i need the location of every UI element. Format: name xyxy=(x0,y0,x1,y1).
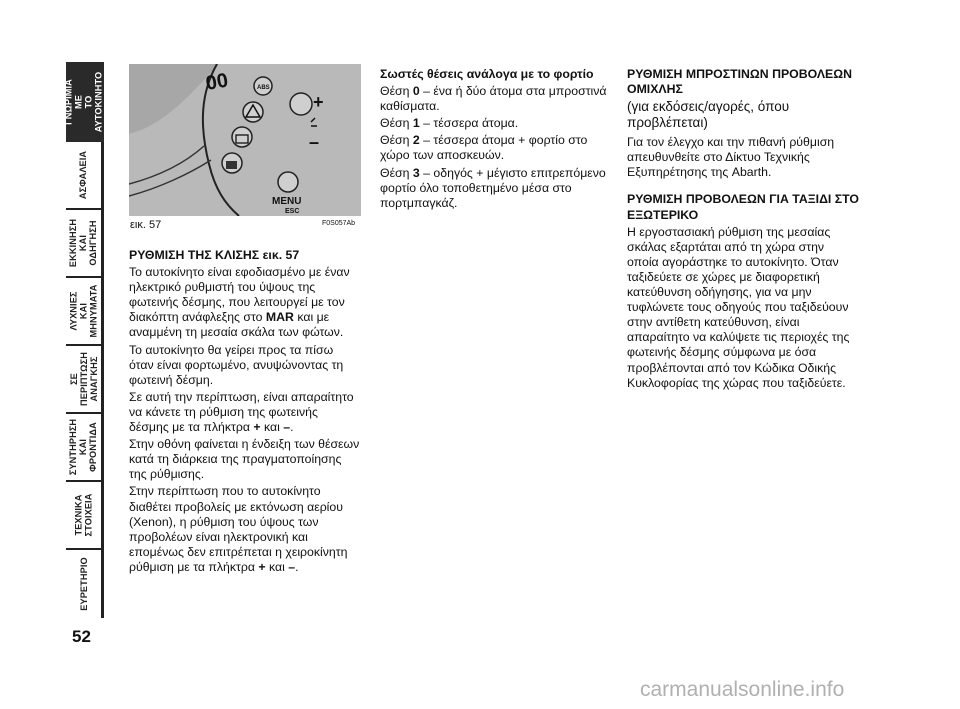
position-item: Θέση 3 – οδηγός + μέγιστο επιτρεπόμενο φορτίο όλο τοποθετημένο μέσα στο πορτμπαγκάζ. xyxy=(380,165,606,210)
tab-getting-to-know[interactable] xyxy=(63,62,104,142)
paragraph: Σε αυτή την περίπτωση, είναι απαραίτητο να κάνετε τη ρύθμιση της φωτεινής δέσμης με τα πλήκτρα + και –. xyxy=(129,389,354,435)
page-number: 52 xyxy=(72,627,91,646)
paragraph: Το αυτοκίνητο θα γείρει προς τα πίσω όταν είναι φορτωμένο, ανυψώνοντας τη φωτεινή δέσμη. xyxy=(129,342,344,387)
menu-label: MENU xyxy=(272,196,302,207)
section-heading: ΡΥΘΜΙΣΗ ΤΗΣ ΚΛΙΣΗΣ εικ. 57 xyxy=(129,248,300,262)
tab-label: ΓΝΩΡΙΜΙΑ ΜΕ ΤΟ ΑΥΤΟΚΙΝΗΤΟ xyxy=(63,71,104,133)
menu-esc-button xyxy=(278,172,298,192)
tab-label: ΤΕΧΝΙΚΑ ΣΤΟΙΧΕΙΑ xyxy=(73,493,94,537)
section-subheading: (για εκδόσεις/αγορές, όπου προβλέπεται) xyxy=(627,99,790,131)
minus-label: – xyxy=(309,132,320,152)
paragraph: Στην περίπτωση που το αυτοκίνητο διαθέτει προβολείς με εκτόνωση αερίου (Xenon), η ρύθμιση του ύψους των προβολέων είναι ηλεκτρονική και επομένως δεν επιτρέπεται η χειροκίνητη ρύθμιση με τα πλήκτρα + και –. xyxy=(129,484,348,574)
tab-maintenance[interactable] xyxy=(66,414,104,480)
esc-label: ESC xyxy=(285,208,300,215)
tab-index[interactable] xyxy=(66,550,104,618)
column-1 xyxy=(129,248,361,577)
tab-label: ΣΕ ΠΕΡΙΠΤΩΣΗ ΑΝΑΓΚΗΣ xyxy=(68,352,99,406)
watermark: carmanualsonline.info xyxy=(640,678,845,701)
tab-label: ΣΥΝΤΗΡΗΣΗ ΚΑΙ ΦΡΟΝΤΙΔΑ xyxy=(68,418,99,476)
svg-text:00: 00 xyxy=(204,69,230,95)
tab-label: ΑΣΦΑΛΕΙΑ xyxy=(78,150,89,200)
tab-label: ΕΥΡΕΤΗΡΙΟ xyxy=(78,557,89,611)
tab-lights-messages[interactable] xyxy=(66,278,104,344)
paragraph: Το αυτοκίνητο είναι εφοδιασμένο με έναν ηλεκτρικό ρυθμιστή του ύψους της φωτεινής δέσμης, που λειτουργεί με τον διακόπτη ανάφλεξης στο MAR και με αναμμένη τη μεσαία σκάλα των φώτων. xyxy=(129,265,350,340)
section-heading: Σωστές θέσεις ανάλογα με το φορτίο xyxy=(380,67,594,81)
figure-code: F0S057Ab xyxy=(322,220,356,227)
dashboard-illustration xyxy=(129,64,361,216)
position-item: Θέση 0 – ένα ή δύο άτομα στα μπροστινά καθίσματα. xyxy=(380,84,607,114)
tab-emergency[interactable] xyxy=(66,346,104,412)
tab-label: ΛΥΧΝΙΕΣ ΚΑΙ ΜΗΝΥΜΑΤΑ xyxy=(68,284,99,338)
headlight-adjust-button xyxy=(290,93,312,115)
door-lock-icon xyxy=(226,161,237,169)
tab-starting-driving[interactable] xyxy=(66,210,104,276)
section-heading: ΡΥΘΜΙΣΗ ΜΠΡΟΣΤΙΝΩΝ ΠΡΟΒΟΛΕΩΝ ΟΜΙΧΛΗΣ xyxy=(627,67,852,97)
plus-label: + xyxy=(313,92,324,112)
paragraph: Για τον έλεγχο και την πιθανή ρύθμιση απευθυνθείτε στο Δίκτυο Τεχνικής Εξυπηρέτησης της Abarth. xyxy=(627,135,835,180)
column-3 xyxy=(627,67,859,393)
abs-label: ABS xyxy=(257,85,270,91)
tab-label: ΕΚΚΙΝΗΣΗ ΚΑΙ ΟΔΗΓΗΣΗ xyxy=(68,218,99,268)
section-heading: ΡΥΘΜΙΣΗ ΠΡΟΒΟΛΕΩΝ ΓΙΑ ΤΑΞΙΔΙ ΣΤΟ ΕΞΩΤΕΡΙΚΟ xyxy=(627,192,859,222)
tab-technical-data[interactable] xyxy=(66,482,104,548)
figure-caption: εικ. 57 xyxy=(130,219,162,231)
paragraph: Η εργοστασιακή ρύθμιση της μεσαίας σκάλας εξαρτάται από τη χώρα στην οποία αγοράστηκε το αυτοκίνητο. Όταν ταξιδεύετε σε χώρες με διαφορετική κατεύθυνση οδήγησης, για να μην τυφλώνετε τους οδηγούς που ταξιδεύουν στην αντίθετη κατεύθυνση, είναι απαραίτητο να καλύψετε τις περιοχές της φωτεινής δέσμης σύμφωνα με όσα προβλέπονται από τον Κώδικα Οδικής Κυκλοφορίας της χώρας που ταξιδεύετε. xyxy=(627,224,850,390)
position-item: Θέση 1 – τέσσερα άτομα. xyxy=(380,116,519,131)
paragraph: Στην οθόνη φαίνεται η ένδειξη των θέσεων κατά τη διάρκεια της πραγματοποίησης της ρύθμισης. xyxy=(129,437,360,482)
column-2 xyxy=(380,67,612,213)
tab-safety[interactable] xyxy=(66,142,104,208)
dashboard-figure xyxy=(129,64,361,216)
position-item: Θέση 2 – τέσσερα άτομα + φορτίο στο χώρο των αποσκευών. xyxy=(380,133,588,163)
